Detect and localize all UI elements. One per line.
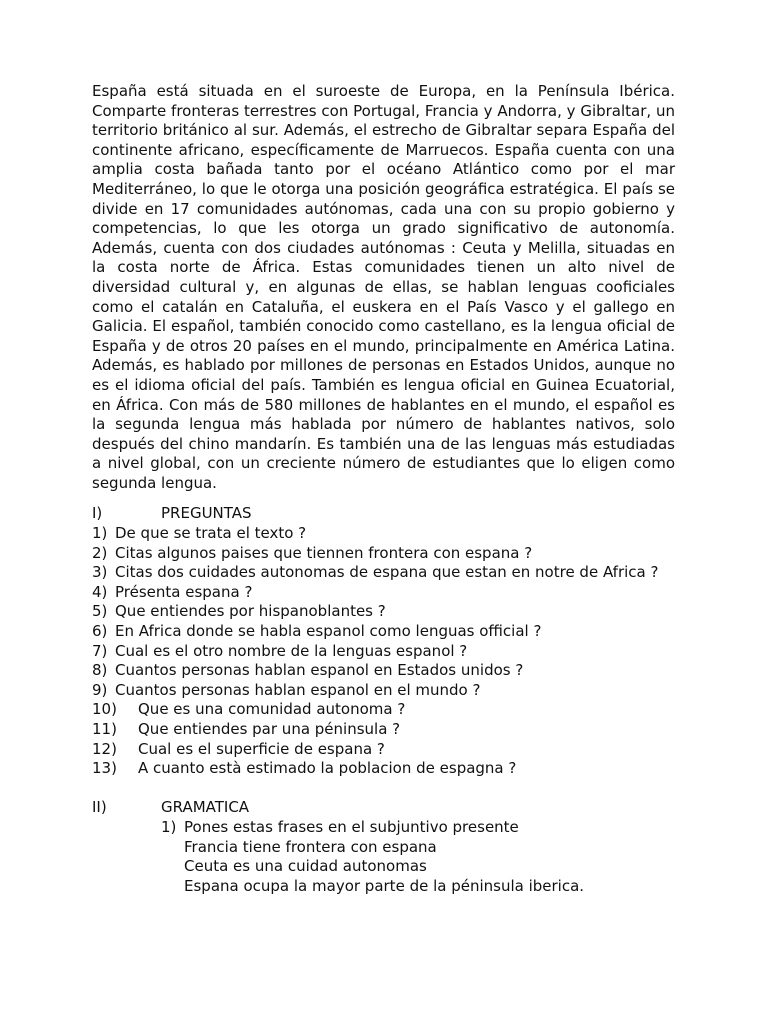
question-number: 13) — [92, 759, 117, 778]
exercise-number: 1) — [161, 817, 177, 836]
question-text: Cuantos personas hablan espanol en Estados unidos ? — [115, 661, 524, 680]
exercise-sentence: Ceuta es una cuidad autonomas — [184, 857, 427, 876]
question-text: Que entiendes par una péninsula ? — [138, 720, 401, 738]
question-item — [92, 681, 675, 701]
preguntas-section — [92, 504, 675, 778]
question-text: Citas algunos paises que tiennen frontera con espana ? — [115, 543, 533, 562]
question-item — [92, 740, 675, 760]
question-number: 8) — [92, 661, 108, 680]
preguntas-heading — [92, 504, 675, 524]
document-page — [92, 82, 675, 896]
intro-paragraph: España está situada en el suroeste de Europa, en la Península Ibérica. Comparte fronteras terrestres con Portugal, Francia y Andorra, y Gibraltar, un territorio británico al sur. Además, el estrecho de Gibraltar separa España del continente africano, específicamente de Marruecos. España cuenta con una amplia costa bañada tanto por el océano Atlántico como por el mar Mediterráneo, lo que le otorga una posición geográfica estratégica. El país se divide en 17 comunidades autónomas, cada una con su propio gobierno y competencias, lo que les otorga un grado significativo de autonomía. Además, cuenta con dos ciudades autónomas : Ceuta y Melilla, situadas en la costa norte de África. Estas comunidades tienen un alto nivel de diversidad cultural y, en algunas de ellas, se hablan lenguas cooficiales como el catalán en Cataluña, el euskera en el País Vasco y el gallego en Galicia. El español, también conocido como castellano, es la lengua oficial de España y de otros 20 países en el mundo, principalmente en América Latina. Además, es hablado por millones de personas en Estados Unidos, aunque no es el idioma oficial del país. También es lengua oficial en Guinea Ecuatorial, en África. Con más de 580 millones de hablantes en el mundo, el español es la segunda lengua más hablada por número de hablantes nativos, solo después del chino mandarín. Es también una de las lenguas más estudiadas a nivel global, con un creciente número de estudiantes que lo eligen como segunda lengua. — [92, 82, 675, 492]
question-text: Cuantos personas hablan espanol en el mundo ? — [115, 680, 481, 699]
question-text: Citas dos cuidades autonomas de espana que estan en notre de Africa ? — [115, 563, 659, 582]
question-item — [92, 563, 675, 583]
question-item — [92, 759, 675, 779]
exercise-sentence: Francia tiene frontera con espana — [184, 837, 437, 856]
question-item — [92, 700, 675, 720]
question-text: Que entiendes por hispanoblantes ? — [115, 602, 386, 621]
question-text: Cual es el superficie de espana ? — [138, 739, 385, 758]
section-numeral: II) — [92, 798, 107, 817]
question-number: 6) — [92, 622, 108, 641]
question-number: 11) — [92, 720, 117, 738]
question-text: De que se trata el texto ? — [115, 524, 307, 543]
question-item — [92, 602, 675, 622]
section-title: PREGUNTAS — [161, 504, 252, 523]
spacer — [92, 779, 675, 799]
gramatica-heading — [92, 798, 675, 818]
question-number: 3) — [92, 563, 108, 582]
grammar-instruction — [161, 818, 675, 838]
question-number: 1) — [92, 524, 108, 543]
grammar-exercise — [161, 818, 675, 896]
question-text: Présenta espana ? — [115, 582, 253, 601]
instruction-text: Pones estas frases en el subjuntivo presente — [184, 817, 519, 836]
question-item — [92, 622, 675, 642]
question-text: Cual es el otro nombre de la lenguas espanol ? — [115, 641, 468, 660]
question-item — [92, 524, 675, 544]
question-text: A cuanto està estimado la poblacion de espagna ? — [138, 759, 517, 778]
question-number: 10) — [92, 700, 117, 719]
question-item — [92, 720, 675, 740]
question-number: 9) — [92, 680, 108, 699]
question-item — [92, 661, 675, 681]
section-numeral: I) — [92, 504, 103, 523]
question-list — [92, 524, 675, 779]
exercise-sentence: Espana ocupa la mayor parte de la péninsula iberica. — [184, 876, 585, 895]
question-number: 2) — [92, 543, 108, 562]
section-title: GRAMATICA — [161, 798, 250, 817]
question-text: En Africa donde se habla espanol como lenguas official ? — [115, 622, 542, 641]
question-text: Que es una comunidad autonoma ? — [138, 700, 406, 719]
question-item — [92, 544, 675, 564]
question-number: 4) — [92, 582, 108, 601]
question-item — [92, 583, 675, 603]
gramatica-section — [92, 798, 675, 896]
question-item — [92, 642, 675, 662]
question-number: 5) — [92, 602, 108, 621]
question-number: 7) — [92, 641, 108, 660]
question-number: 12) — [92, 739, 117, 758]
